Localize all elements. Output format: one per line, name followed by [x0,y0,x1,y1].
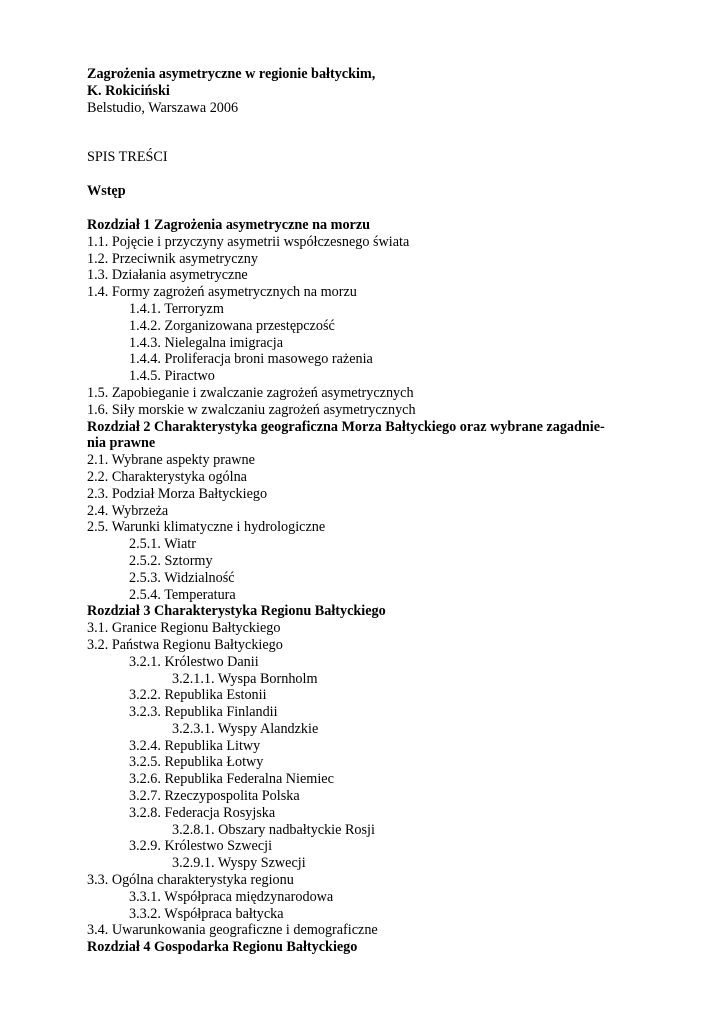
toc-entry: 2.1. Wybrane aspekty prawne [87,452,255,469]
spacer [87,166,647,183]
toc-subentry: 1.4.2. Zorganizowana przestępczość [129,317,335,334]
toc-entry: 2.4. Wybrzeża [87,502,169,519]
book-title: Zagrożenia asymetryczne w regionie bałtyckim, [87,66,376,82]
toc-subsubentry: 3.2.9.1. Wyspy Szwecji [172,855,306,872]
toc-subsubentry: 3.2.1.1. Wyspa Bornholm [172,670,318,687]
toc-entry: 1.4. Formy zagrożeń asymetrycznych na morzu [87,284,357,301]
toc-subentry: 3.2.2. Republika Estonii [129,687,267,704]
toc-subentry: 3.2.3. Republika Finlandii [129,704,278,721]
toc-subentry: 2.5.3. Widzialność [129,569,235,586]
toc-entry: 1.5. Zapobieganie i zwalczanie zagrożeń asymetrycznych [87,384,414,401]
toc-entry: 3.4. Uwarunkowania geograficzne i demograficzne [87,922,378,939]
toc-subentry: 3.2.8. Federacja Rosyjska [129,804,276,821]
toc-subentry: 1.4.4. Proliferacja broni masowego rażenia [129,351,373,368]
toc-entry: 3.3. Ogólna charakterystyka regionu [87,872,294,889]
toc-subentry: 1.4.1. Terroryzm [129,300,224,317]
toc-entry: 2.5. Warunki klimatyczne i hydrologiczne [87,519,326,536]
toc-subentry: 1.4.3. Nielegalna imigracja [129,334,284,351]
spacer [87,200,647,217]
toc-entry: 3.2. Państwa Regionu Bałtyckiego [87,636,283,653]
toc-entry: 1.3. Działania asymetryczne [87,267,248,284]
toc-subentry: 3.2.6. Republika Federalna Niemiec [129,771,334,788]
toc-subentry: 3.2.9. Królestwo Szwecji [129,838,273,855]
toc-subentry: 2.5.2. Sztormy [129,552,213,569]
toc-subentry: 3.2.4. Republika Litwy [129,737,261,754]
toc-entry: 2.2. Charakterystyka ogólna [87,468,247,485]
chapter-2-title: Rozdział 2 Charakterystyka geograficzna Morza Bałtyckiego oraz wybrane zagadnie- [87,418,605,435]
toc-entry: 1.1. Pojęcie i przyczyny asymetrii współczesnego świata [87,233,410,250]
toc-subentry: 3.3.2. Współpraca bałtycka [129,905,284,922]
toc-subentry: 2.5.1. Wiatr [129,536,196,553]
toc-subentry: 1.4.5. Piractwo [129,368,215,385]
chapter-2-title-continued: nia prawne [87,435,156,452]
toc-subentry: 3.2.7. Rzeczypospolita Polska [129,788,300,805]
document-page [87,66,647,956]
toc-intro: Wstęp [87,183,126,200]
toc-subentry: 2.5.4. Temperatura [129,586,236,603]
toc-subentry: 3.3.1. Współpraca międzynarodowa [129,888,334,905]
toc-subsubentry: 3.2.3.1. Wyspy Alandzkie [172,720,319,737]
toc-subentry: 3.2.5. Republika Łotwy [129,754,264,771]
chapter-3-title: Rozdział 3 Charakterystyka Regionu Bałtyckiego [87,603,386,620]
spacer [87,116,647,149]
chapter-1-title: Rozdział 1 Zagrożenia asymetryczne na morzu [87,216,371,233]
toc-entry: 1.2. Przeciwnik asymetryczny [87,250,258,267]
chapter-4-title: Rozdział 4 Gospodarka Regionu Bałtyckiego [87,939,358,956]
book-publisher: Belstudio, Warszawa 2006 [87,99,239,116]
toc-subentry: 3.2.1. Królestwo Danii [129,653,259,670]
toc-heading: SPIS TREŚCI [87,149,168,166]
toc-entry: 2.3. Podział Morza Bałtyckiego [87,485,268,502]
toc-entry: 1.6. Siły morskie w zwalczaniu zagrożeń asymetrycznych [87,401,416,418]
toc-subsubentry: 3.2.8.1. Obszary nadbałtyckie Rosji [172,821,375,838]
book-author: K. Rokiciński [87,82,170,99]
toc-entry: 3.1. Granice Regionu Bałtyckiego [87,620,281,637]
